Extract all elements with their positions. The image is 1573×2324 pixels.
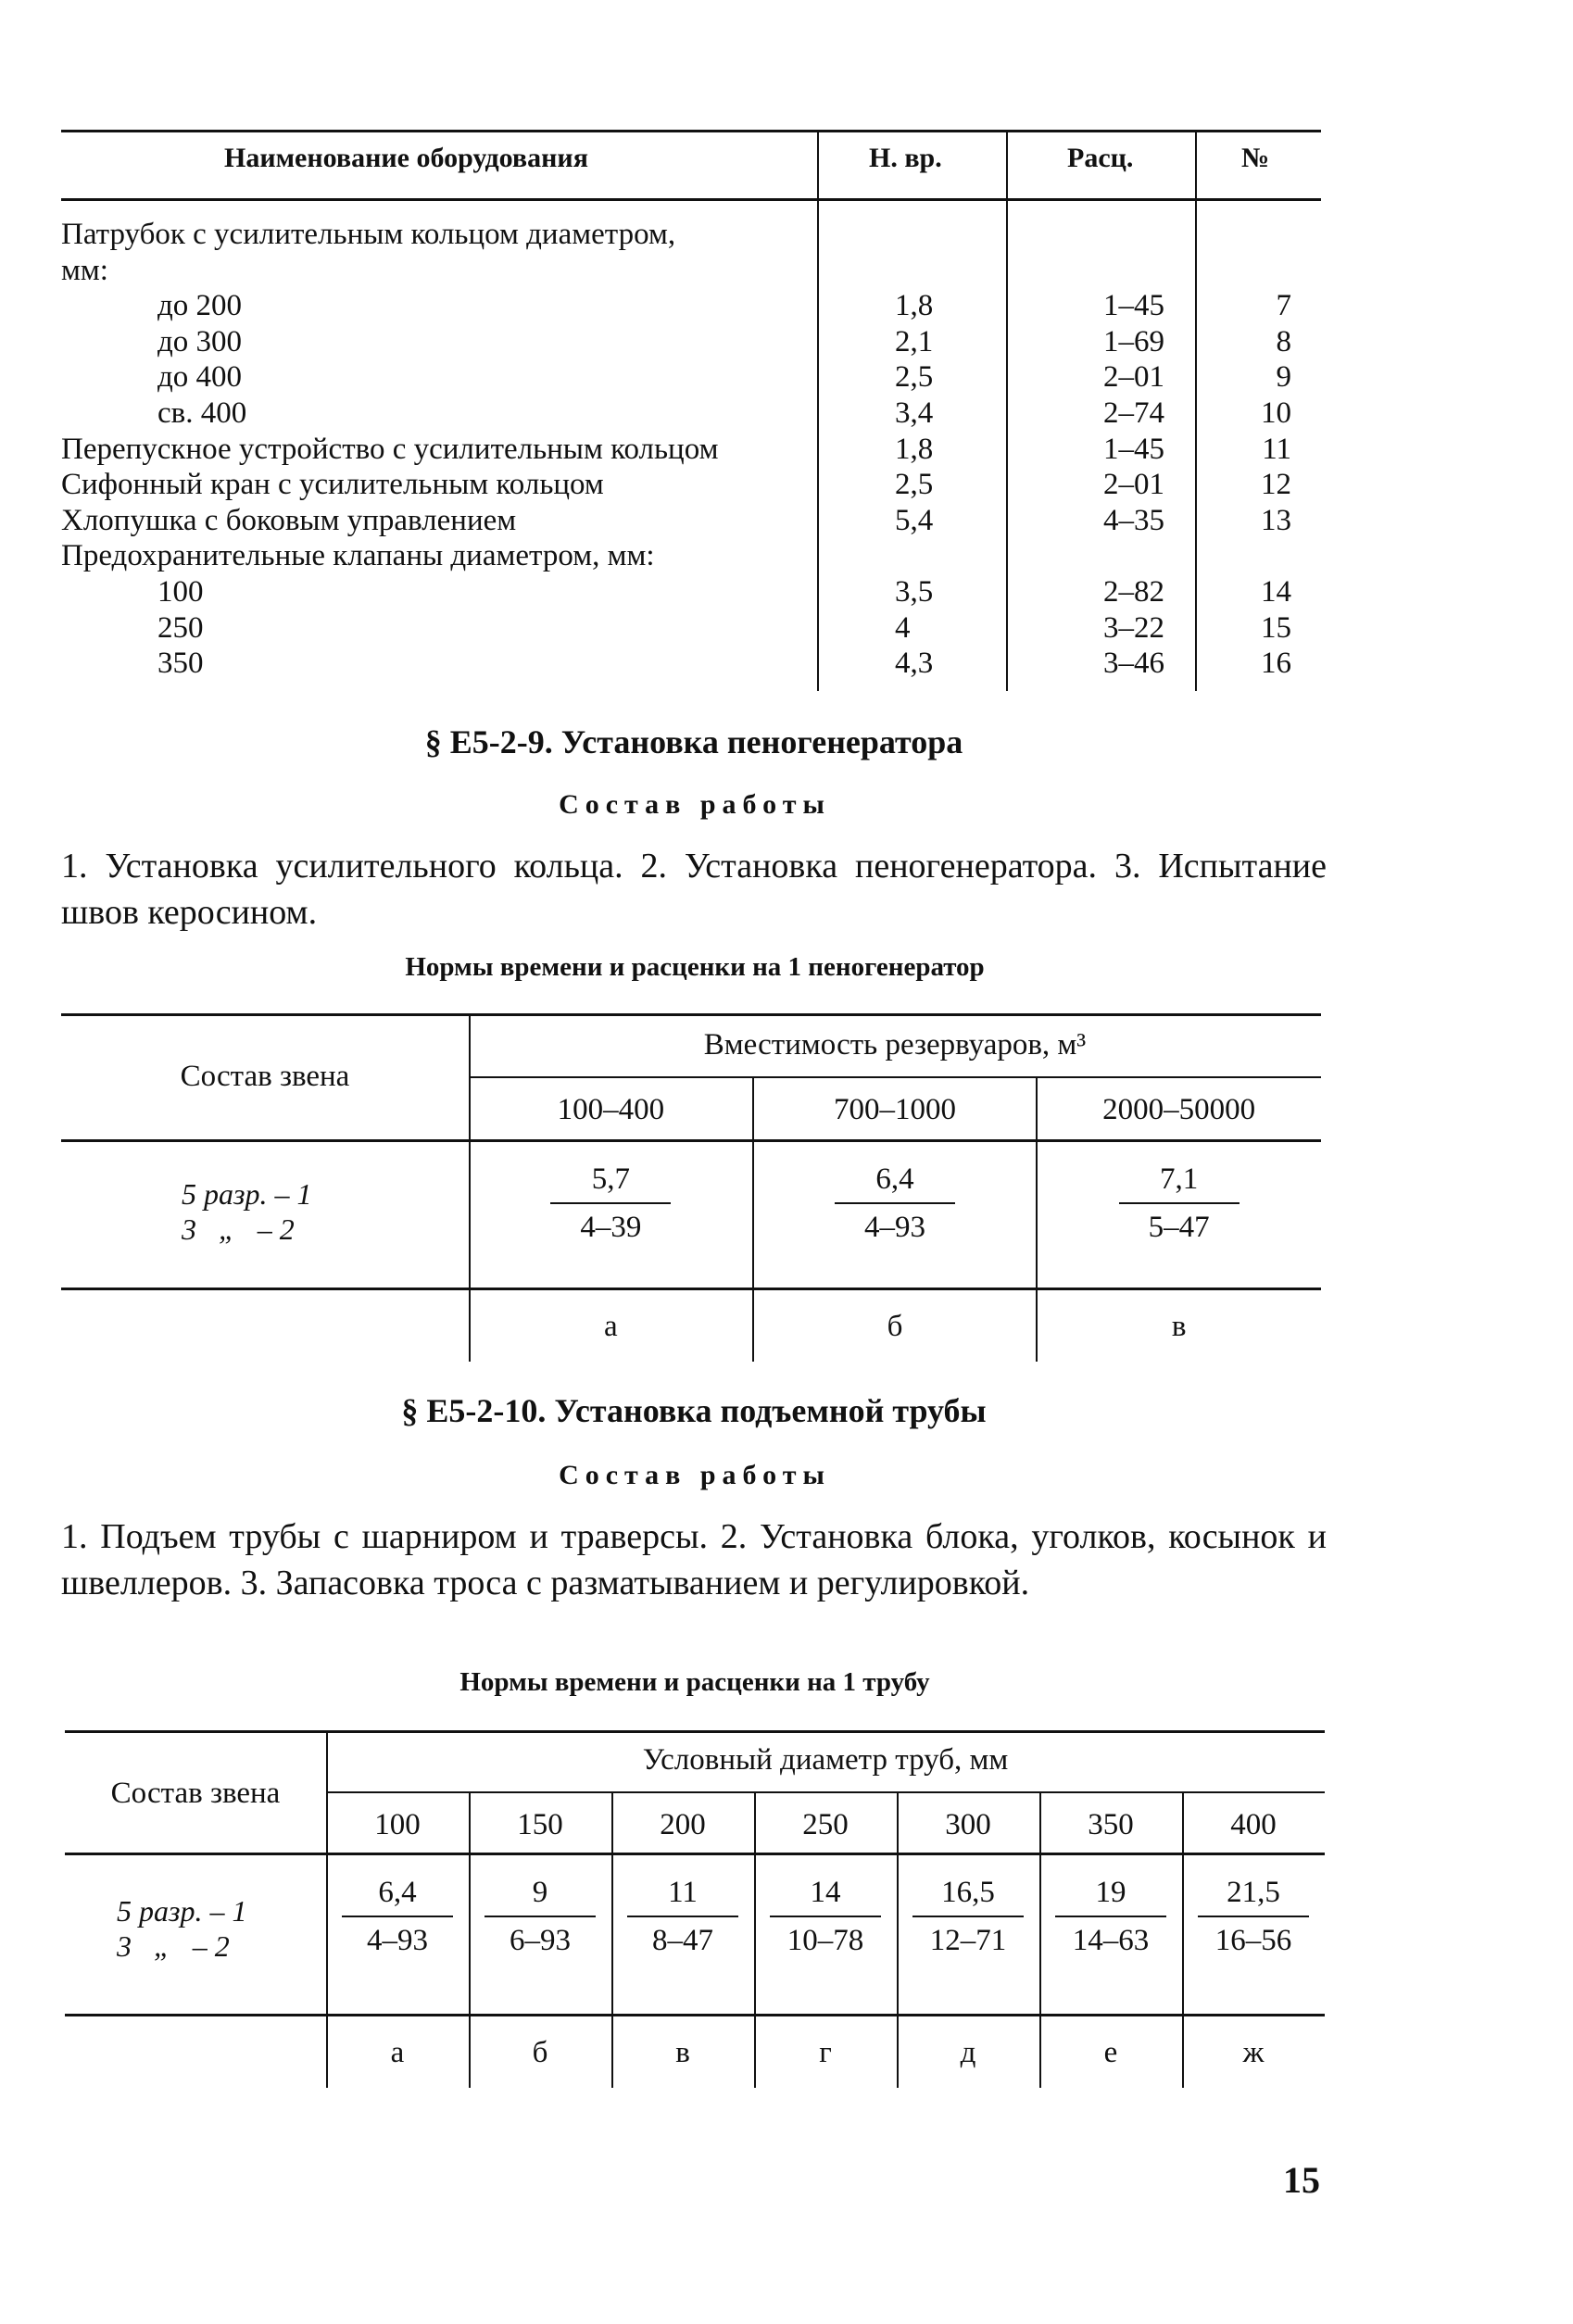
rate: 1–45 (1103, 432, 1164, 466)
norm-fraction (1039, 1873, 1182, 1960)
rate: 2–74 (1103, 396, 1164, 430)
equipment-name: Предохранительные клапаны диаметром, мм: (61, 539, 655, 573)
fraction-bar (835, 1202, 955, 1204)
table-row (61, 538, 1321, 573)
work-composition-text: 1. Установка усилительного кольца. 2. Установка пеногенератора. 3. Испытание швов керосином. (61, 847, 1327, 932)
column-head: 200 (660, 1808, 706, 1841)
row-number: 7 (1276, 289, 1291, 323)
work-composition-heading: Состав работы (559, 789, 831, 820)
norm-time: 4,3 (895, 647, 934, 681)
norm-time: 2,1 (895, 324, 934, 358)
column-letter: д (960, 2036, 976, 2069)
column-letter: в (675, 2036, 690, 2069)
table-row (61, 288, 1321, 323)
norm-time-value: 11 (668, 1876, 698, 1909)
brigade-composition: 5 разр. – 1 3 „ – 2 (182, 1177, 312, 1246)
norm-time-value: 7,1 (1160, 1162, 1199, 1196)
column-head: 100–400 (557, 1093, 665, 1126)
table-row (61, 646, 1321, 681)
column-letter: е (1103, 2036, 1118, 2069)
section-title-e5-2-10: § Е5-2-10. Установка подъемной трубы (401, 1392, 987, 1429)
equipment-name: 350 (157, 647, 204, 681)
fraction-bar (1198, 1916, 1309, 1917)
equipment-name: Хлопушка с боковым управлением (61, 503, 517, 537)
column-letter: а (390, 2036, 405, 2069)
brigade-composition-2: 5 разр. – 1 3 „ – 2 (117, 1894, 247, 1963)
norm-time: 5,4 (895, 503, 934, 537)
foam-generator-table (61, 1013, 1321, 1365)
brigade-column-head: Состав звена (180, 1060, 350, 1093)
norms-caption: Нормы времени и расценки на 1 пеногенератор (405, 952, 985, 982)
row-number: 10 (1261, 396, 1291, 430)
header-name: Наименование оборудования (224, 143, 588, 173)
norm-fraction (1182, 1873, 1325, 1960)
norm-fraction (897, 1873, 1039, 1960)
column-letter: б (887, 1310, 903, 1343)
norm-time-value: 16,5 (941, 1876, 995, 1909)
work-composition-heading-2: Состав работы (559, 1460, 831, 1490)
capacity-group-head: Вместимость резервуаров, м³ (703, 1028, 1087, 1062)
fraction-bar (770, 1916, 881, 1917)
rate-value: 5–47 (1148, 1211, 1210, 1244)
column-letter: ж (1242, 2036, 1265, 2069)
norm-time-value: 14 (810, 1876, 841, 1909)
norm-time-value: 19 (1095, 1876, 1126, 1909)
norm-time: 4 (895, 610, 911, 645)
equipment-name: св. 400 (157, 396, 247, 430)
row-number: 15 (1261, 610, 1291, 645)
fraction-bar (627, 1916, 738, 1917)
norm-fraction (1037, 1160, 1321, 1247)
row-number: 9 (1276, 360, 1291, 395)
row-number: 14 (1261, 575, 1291, 609)
column-head: 400 (1230, 1808, 1277, 1841)
rate: 1–69 (1103, 324, 1164, 358)
rate-value: 16–56 (1214, 1924, 1292, 1957)
rate: 2–01 (1103, 360, 1164, 395)
work-composition-text-2: 1. Подъем трубы с шарниром и траверсы. 2. Установка блока, уголков, косынок и швеллеров. 3. Запасовка троса с разматыванием и регулировкой. (61, 1517, 1327, 1602)
rate: 3–46 (1103, 647, 1164, 681)
norm-time-value: 6,4 (378, 1876, 417, 1909)
row-number: 13 (1261, 503, 1291, 537)
column-head: 300 (945, 1808, 991, 1841)
norm-time: 1,8 (895, 432, 934, 466)
norm-time-value: 21,5 (1227, 1876, 1280, 1909)
equipment-table (61, 130, 1321, 695)
column-head: 250 (802, 1808, 849, 1841)
column-letter: б (532, 2036, 548, 2069)
norm-time-value: 9 (532, 1876, 548, 1909)
row-number: 16 (1261, 647, 1291, 681)
row-number: 8 (1276, 324, 1291, 358)
table-row (61, 253, 1321, 288)
equipment-name: до 400 (157, 360, 243, 395)
fraction-bar (550, 1202, 671, 1204)
equipment-name: 100 (157, 575, 204, 609)
rate-value: 8–47 (652, 1924, 713, 1957)
rate-value: 10–78 (786, 1924, 864, 1957)
table-row (61, 610, 1321, 646)
table-row (61, 432, 1321, 467)
row-number: 11 (1262, 432, 1291, 466)
rate-value: 14–63 (1072, 1924, 1150, 1957)
equipment-name: Перепускное устройство с усилительным кольцом (61, 432, 719, 466)
equipment-name: Сифонный кран с усилительным кольцом (61, 468, 604, 502)
equipment-name: до 200 (157, 289, 243, 323)
rate: 1–45 (1103, 289, 1164, 323)
fraction-bar (342, 1916, 453, 1917)
table-row (61, 396, 1321, 431)
column-letter: а (604, 1310, 618, 1343)
column-head: 350 (1088, 1808, 1134, 1841)
section-title-e5-2-9: § Е5-2-9. Установка пеногенератора (424, 723, 963, 760)
column-head: 150 (517, 1808, 563, 1841)
norm-fraction (754, 1873, 897, 1960)
fraction-bar (912, 1916, 1024, 1917)
column-letter: г (819, 2036, 832, 2069)
equipment-name: мм: (61, 253, 108, 287)
fraction-bar (1119, 1202, 1240, 1204)
header-rate: Расц. (1067, 143, 1134, 173)
norm-time: 3,5 (895, 575, 934, 609)
norm-time-value: 6,4 (875, 1162, 914, 1196)
norm-fraction (753, 1160, 1038, 1247)
rate-value: 4–93 (367, 1924, 428, 1957)
rate: 2–01 (1103, 468, 1164, 502)
rate: 2–82 (1103, 575, 1164, 609)
table-row (61, 324, 1321, 359)
rate-value: 4–93 (863, 1211, 925, 1244)
equipment-name: до 300 (157, 324, 243, 358)
rate-value: 6–93 (510, 1924, 571, 1957)
norm-time-value: 5,7 (591, 1162, 630, 1196)
equipment-name: 250 (157, 610, 204, 645)
column-letter: в (1171, 1310, 1187, 1343)
brigade-column-head-2: Состав звена (110, 1777, 281, 1810)
header-number: № (1241, 143, 1270, 173)
rate-value: 12–71 (929, 1924, 1007, 1957)
rate: 4–35 (1103, 503, 1164, 537)
fraction-bar (1055, 1916, 1166, 1917)
norms-caption-2: Нормы времени и расценки на 1 трубу (459, 1667, 930, 1697)
equipment-name: Патрубок с усилительным кольцом диаметром, (61, 218, 676, 251)
table-row (61, 467, 1321, 502)
column-head: 100 (374, 1808, 421, 1841)
norm-fraction (326, 1873, 469, 1960)
norm-fraction (469, 1873, 611, 1960)
norm-time: 2,5 (895, 468, 934, 502)
fraction-bar (484, 1916, 596, 1917)
diameter-group-head: Условный диаметр труб, мм (642, 1743, 1009, 1777)
table-row (61, 574, 1321, 609)
norm-fraction (469, 1160, 753, 1247)
page-number: 15 (1283, 2159, 1320, 2201)
norm-time: 2,5 (895, 360, 934, 395)
norm-time: 3,4 (895, 396, 934, 430)
column-head: 2000–50000 (1102, 1093, 1256, 1126)
column-head: 700–1000 (833, 1093, 956, 1126)
header-norm-time: Н. вр. (869, 143, 942, 173)
row-number: 12 (1261, 468, 1291, 502)
rate-value: 4–39 (580, 1211, 642, 1244)
table-row (61, 503, 1321, 538)
rate: 3–22 (1103, 610, 1164, 645)
norm-fraction (611, 1873, 754, 1960)
norm-time: 1,8 (895, 289, 934, 323)
lift-pipe-table (65, 1730, 1325, 2092)
table-row (61, 359, 1321, 395)
table-row (61, 217, 1321, 252)
